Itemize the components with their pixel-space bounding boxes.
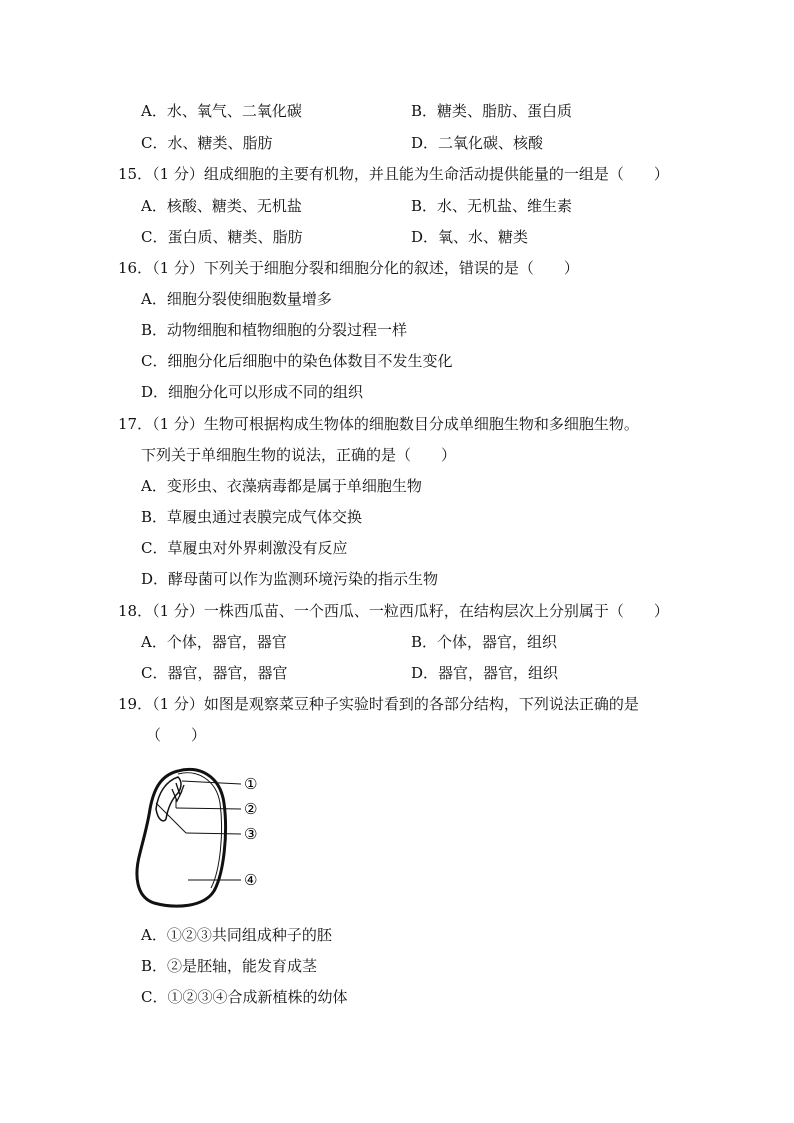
q18-stem: 18．（1 分）一株西瓜苗、一个西瓜、一粒西瓜籽，在结构层次上分别属于（ ）	[118, 602, 669, 620]
q15-option-b: B．水、无机盐、维生素	[411, 197, 573, 215]
q16-option-d: D．细胞分化可以形成不同的组织	[141, 383, 364, 401]
q19-option-b: B．②是胚轴，能发育成茎	[141, 957, 318, 975]
q14-option-a: A．水、氧气、二氧化碳	[141, 102, 302, 120]
q16-stem: 16．（1 分）下列关于细胞分裂和细胞分化的叙述，错误的是（ ）	[118, 259, 579, 277]
q17-option-c: C．草履虫对外界刺激没有反应	[141, 539, 348, 557]
label-3: ③	[244, 825, 258, 843]
q19-option-c: C．①②③④合成新植株的幼体	[141, 988, 348, 1006]
q15-option-a: A．核酸、糖类、无机盐	[141, 197, 302, 215]
label-4: ④	[244, 871, 258, 889]
q17-stem-line1: 17．（1 分）生物可根据构成生物体的细胞数目分成单细胞生物和多细胞生物。	[118, 415, 639, 433]
q14-option-b: B．糖类、脂肪、蛋白质	[411, 102, 573, 120]
q17-option-d: D．酵母菌可以作为监测环境污染的指示生物	[141, 570, 439, 588]
q18-option-d: D．器官，器官，组织	[411, 664, 559, 682]
q14-option-c: C．水、糖类、脂肪	[141, 134, 273, 152]
q19-option-a: A．①②③共同组成种子的胚	[141, 926, 332, 944]
q19-stem-line2: （ ）	[146, 726, 207, 744]
q15-option-d: D．氧、水、糖类	[411, 228, 529, 246]
q17-stem-line2: 下列关于单细胞生物的说法，正确的是（ ）	[141, 446, 457, 464]
q18-option-c: C．器官，器官，器官	[141, 664, 288, 682]
q17-option-b: B．草履虫通过表膜完成气体交换	[141, 508, 363, 526]
q16-option-a: A．细胞分裂使细胞数量增多	[141, 290, 332, 308]
q18-option-b: B．个体，器官，组织	[411, 633, 558, 651]
q17-option-a: A．变形虫、衣藻病毒都是属于单细胞生物	[141, 477, 422, 495]
q16-option-c: C．细胞分化后细胞中的染色体数目不发生变化	[141, 352, 453, 370]
q15-option-c: C．蛋白质、糖类、脂肪	[141, 228, 303, 246]
q15-stem: 15．（1 分）组成细胞的主要有机物，并且能为生命活动提供能量的一组是（ ）	[118, 165, 669, 183]
q19-stem-line1: 19．（1 分）如图是观察菜豆种子实验时看到的各部分结构，下列说法正确的是	[118, 695, 639, 713]
q16-option-b: B．动物细胞和植物细胞的分裂过程一样	[141, 321, 408, 339]
label-1: ①	[244, 775, 258, 793]
q18-option-a: A．个体，器官，器官	[141, 633, 287, 651]
bean-seed-diagram	[128, 763, 268, 913]
q14-option-d: D．二氧化碳、核酸	[411, 134, 544, 152]
label-2: ②	[244, 800, 258, 818]
